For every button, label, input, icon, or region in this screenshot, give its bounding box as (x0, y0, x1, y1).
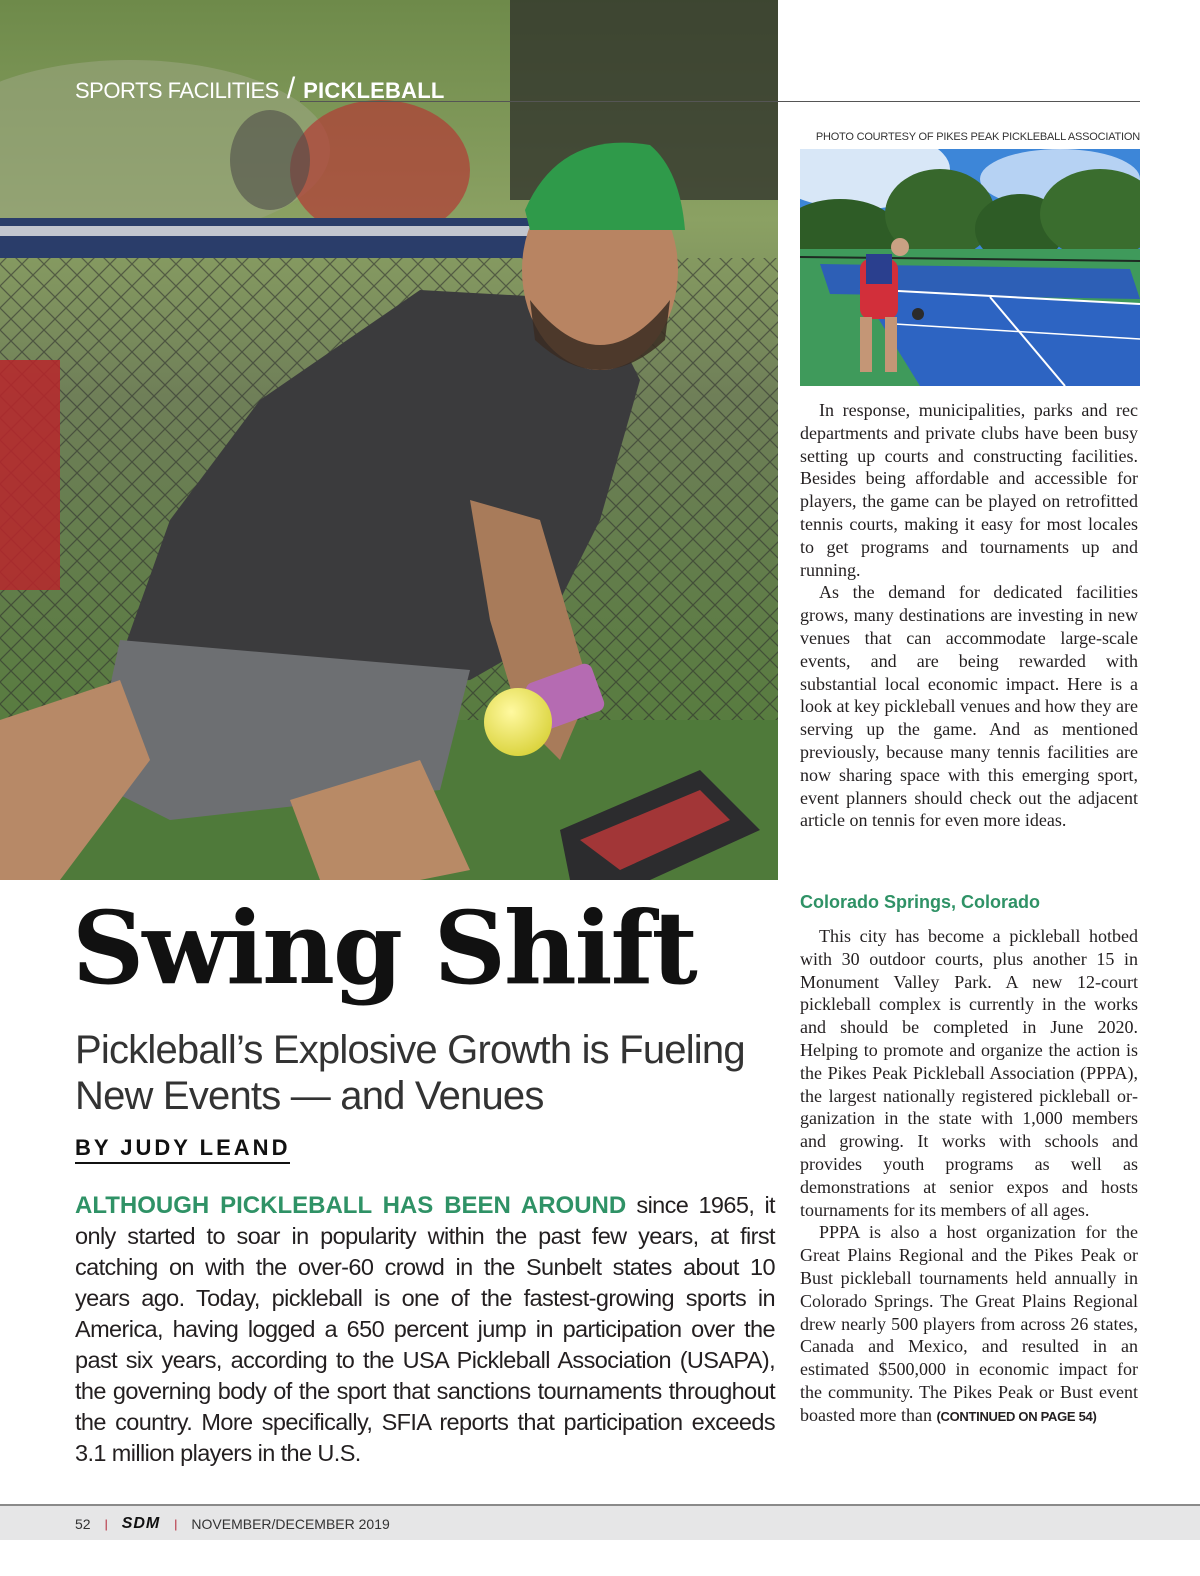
issue-date: NOVEMBER/DECEMBER 2019 (191, 1516, 390, 1532)
section-subcategory: PICKLEBALL (303, 78, 445, 103)
page-footer (0, 1504, 1200, 1540)
pickleball-player-photo-icon (0, 0, 778, 880)
body-paragraph-text: PPPA is also a host organization for the Great Plains Regional and the Pikes Peak or Bust pickleball tournaments held annually in Colorado Springs. The Great Plains Regional drew nearly 500 players from across 26 states, Canada and Mexico, and resulted in an estimated $500,000 in economic impact for the community. The Pikes Peak or Bust event boasted more than (800, 1222, 1138, 1425)
photo-credit: PHOTO COURTESY OF PIKES PEAK PICKLEBALL ASSOCIATION (815, 131, 1140, 143)
body-paragraph: As the demand for dedicated facilities grows, many destinations are investing in new venues that can accommodate large-scale events, and are being rewarded with substantial local economic impact. Here is a look at key pickleball venues and how they are serving up the game. And as mentioned previously, because many tennis facilities are now sharing space with this emerging sport, event planners should check out the adjacent article on tennis for even more ideas. (800, 582, 1138, 831)
continued-jump-link[interactable]: (CONTINUED ON PAGE 54) (936, 1408, 1097, 1424)
body-paragraph: This city has become a pickleball hotbed with 30 outdoor courts, plus another 15 in Monument Valley Park. A new 12-court pickleball complex is currently in the works and should be completed in June 2020. Helping to promote and organize the action is the Pikes Peak Pickleball Association (PPPA), the largest nationally registered pickleball organization in the state with 1,000 members and growing. It works with schools and provides youth programs as well as demonstrations at senior expos and hosts tournaments for its members of all ages. (800, 926, 1138, 1220)
page-number: 52 (75, 1516, 91, 1532)
hero-photo (0, 0, 778, 880)
footer-separator: | (104, 1517, 108, 1531)
magazine-logo: SDM (121, 1515, 161, 1532)
footer-content (75, 1515, 390, 1533)
body-column-bottom (800, 925, 1138, 1429)
lede-lead-in: ALTHOUGH PICKLEBALL HAS BEEN AROUND (75, 1192, 627, 1219)
subheadline: Pickleball’s Explosive Growth is Fueling New Events — and Venues (75, 1028, 745, 1118)
lede-paragraph (75, 1190, 775, 1469)
body-paragraph: In response, municipalities, parks and rec departments and private clubs have been busy setting up courts and constructing facilities. Besides being affordable and accessible for players, the game can be played on retrofitted tennis courts, making it easy for most locales to get programs and tournaments up and running. (800, 400, 1138, 580)
byline: BY JUDY LEAND (75, 1135, 290, 1164)
pickleball-courts-photo-icon (800, 149, 1140, 386)
location-heading: Colorado Springs, Colorado (800, 892, 1041, 912)
headline: Swing Shift (72, 889, 696, 1007)
lede-text: since 1965, it only started to soar in popularity within the past few years, at first catching on with the over-60 crowd in the Sunbelt states about 10 years ago. Today, pickleball is one of the fastest-growing sports in America, having logged a 650 percent jump in participation over the past six years, according to the USA Pickleball Association (USAPA), the governing body of the sport that sanctions tournaments throughout the country. More specifically, SFIA reports that participation exceeds 3.1 million players in the U.S. (75, 1192, 775, 1466)
body-column-top (800, 399, 1138, 832)
section-slash: / (286, 72, 296, 105)
section-header (75, 70, 445, 104)
section-category: SPORTS FACILITIES (75, 78, 279, 103)
footer-separator: | (174, 1517, 178, 1531)
body-paragraph (800, 1221, 1138, 1428)
inset-photo (800, 149, 1140, 386)
